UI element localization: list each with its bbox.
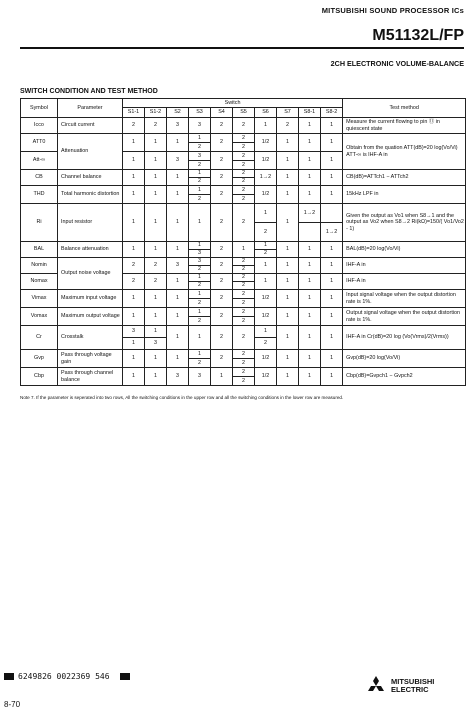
switch-cell bbox=[299, 223, 321, 242]
barcode-mark bbox=[120, 673, 130, 680]
switch-cell: 1 bbox=[123, 242, 145, 258]
col-switch: S2 bbox=[167, 108, 189, 118]
switch-cell: 1 bbox=[123, 186, 145, 204]
col-switch: S8-1 bbox=[299, 108, 321, 118]
switch-cell: 2 bbox=[189, 161, 211, 170]
switch-cell: 1 bbox=[321, 134, 343, 152]
switch-cell: 1 bbox=[277, 242, 299, 258]
col-switch: S1-2 bbox=[145, 108, 167, 118]
switch-cell: 1 bbox=[145, 170, 167, 186]
method-cell: Input signal voltage when the output distortion rate is 1%. bbox=[343, 290, 466, 308]
switch-cell: 2 bbox=[211, 152, 233, 170]
switch-cell: 1/2 bbox=[255, 186, 277, 204]
switch-cell: 1 bbox=[189, 170, 211, 178]
switch-cell: 1 bbox=[145, 152, 167, 170]
switch-cell: 1 bbox=[299, 368, 321, 386]
switch-cell: 1 bbox=[123, 338, 145, 350]
switch-cell: 1 bbox=[145, 308, 167, 326]
switch-cell: 1 bbox=[321, 152, 343, 170]
table-footnote: Note 7. If the parameter is seperated into two rows, All the switching conditions in the upper row and all the switching conditions in the lower row are measured. bbox=[20, 395, 344, 400]
switch-cell: 1 bbox=[277, 274, 299, 290]
switch-cell: 1 bbox=[123, 134, 145, 152]
col-test-method: Test method bbox=[343, 99, 466, 118]
col-switch: S5 bbox=[233, 108, 255, 118]
symbol-cell: Nomin bbox=[21, 258, 58, 274]
switch-cell: 2 bbox=[145, 258, 167, 274]
switch-cell: 3 bbox=[167, 152, 189, 170]
parameter-cell: Attenuation bbox=[58, 134, 123, 170]
switch-cell: 3 bbox=[189, 152, 211, 161]
switch-cell: 1 bbox=[145, 204, 167, 242]
method-cell: BAL(dB)=20 log(Vo/Vi) bbox=[343, 242, 466, 258]
switch-cell: 3 bbox=[189, 258, 211, 266]
method-cell: IHF-A in Cr(dB)=20 log (Vo(Vrms)/2(Vrms)) bbox=[343, 326, 466, 350]
switch-cell: 1 bbox=[189, 290, 211, 299]
parameter-cell: Input resistor bbox=[58, 204, 123, 242]
switch-cell: 1 bbox=[277, 258, 299, 274]
switch-cell: 2 bbox=[233, 152, 255, 161]
switch-cell: 2 bbox=[255, 250, 277, 258]
switch-cell: 2 bbox=[211, 274, 233, 290]
col-switch: S7 bbox=[277, 108, 299, 118]
method-cell: 15kHz LPF in bbox=[343, 186, 466, 204]
switch-cell: 2 bbox=[233, 282, 255, 290]
table-row bbox=[21, 186, 466, 195]
switch-cell: 1 bbox=[321, 170, 343, 186]
switch-cell: 1 bbox=[167, 242, 189, 258]
method-cell: Given the output as Vo1 when S8→1 and the output as Vo2 when S8→2 Ri(kΩ)=150/( Vo1/Vo2 - 1) bbox=[343, 204, 466, 242]
col-switch: S3 bbox=[189, 108, 211, 118]
symbol-cell: Cbp bbox=[21, 368, 58, 386]
switch-cell: 1 bbox=[189, 204, 211, 242]
table-row bbox=[21, 170, 466, 178]
part-number: M51132L/FP bbox=[372, 27, 464, 44]
switch-cell: 2 bbox=[189, 178, 211, 186]
switch-cell: 1 bbox=[123, 350, 145, 368]
symbol-cell: CB bbox=[21, 170, 58, 186]
symbol-cell: Ri bbox=[21, 204, 58, 242]
switch-cell: 2 bbox=[233, 308, 255, 317]
switch-cell: 1 bbox=[277, 308, 299, 326]
col-switch-group: Switch bbox=[123, 99, 343, 108]
switch-cell: 1 bbox=[321, 186, 343, 204]
switch-cell: 1 bbox=[321, 326, 343, 350]
switch-cell: 1 bbox=[167, 204, 189, 242]
symbol-cell: Cr bbox=[21, 326, 58, 350]
switch-cell: 1 bbox=[255, 118, 277, 134]
switch-cell: 1 bbox=[321, 290, 343, 308]
switch-cell: 1 bbox=[189, 242, 211, 250]
method-cell: Output signal voltage when the output distortion rate is 1%. bbox=[343, 308, 466, 326]
symbol-cell: BAL bbox=[21, 242, 58, 258]
switch-cell: 1 bbox=[255, 326, 277, 338]
switch-cell: 1/2 bbox=[255, 350, 277, 368]
switch-cell: 2 bbox=[277, 118, 299, 134]
symbol-cell: Gvp bbox=[21, 350, 58, 368]
switch-cell: 2 bbox=[233, 204, 255, 242]
switch-cell: 1 bbox=[321, 242, 343, 258]
symbol-cell: Vimax bbox=[21, 290, 58, 308]
parameter-cell: Output noise voltage bbox=[58, 258, 123, 290]
switch-cell: 2 bbox=[233, 266, 255, 274]
symbol-cell: Nomax bbox=[21, 274, 58, 290]
switch-cell: 2 bbox=[233, 350, 255, 359]
barcode-mark bbox=[4, 673, 14, 680]
switch-cell: 1 bbox=[189, 186, 211, 195]
switch-cell: 1 bbox=[167, 350, 189, 368]
switch-cell: 1 bbox=[189, 274, 211, 282]
switch-cell: 2 bbox=[145, 274, 167, 290]
table-row bbox=[21, 118, 466, 134]
switch-cell: 1 bbox=[123, 204, 145, 242]
section-title: SWITCH CONDITION AND TEST METHOD bbox=[20, 88, 158, 95]
switch-cell: 2 bbox=[233, 258, 255, 266]
switch-cell: 1 bbox=[189, 350, 211, 359]
switch-cell: 1 bbox=[255, 258, 277, 274]
parameter-cell: Balance attenuation bbox=[58, 242, 123, 258]
switch-cell: 2 bbox=[233, 134, 255, 143]
symbol-cell: Icco bbox=[21, 118, 58, 134]
symbol-cell: ATT0 bbox=[21, 134, 58, 152]
switch-cell: 2 bbox=[189, 143, 211, 152]
switch-cell: 1 bbox=[145, 290, 167, 308]
method-cell: IHF-A in bbox=[343, 258, 466, 274]
table-row bbox=[21, 326, 466, 338]
parameter-cell: Circuit current bbox=[58, 118, 123, 134]
switch-cell: 1 bbox=[123, 152, 145, 170]
switch-cell: 2 bbox=[189, 299, 211, 308]
switch-cell: 1 bbox=[123, 170, 145, 186]
switch-cell: 2 bbox=[233, 170, 255, 178]
switch-cell: 1 bbox=[277, 204, 299, 242]
switch-cell: 1 bbox=[145, 186, 167, 204]
col-switch: S1-1 bbox=[123, 108, 145, 118]
switch-cell: 2 bbox=[255, 338, 277, 350]
switch-cell: 1 bbox=[277, 290, 299, 308]
table-row bbox=[21, 242, 466, 250]
switch-cell: 1 bbox=[189, 308, 211, 317]
method-cell: Cbp(dB)=Gvpch1 − Gvpch2 bbox=[343, 368, 466, 386]
switch-cell: 1 bbox=[167, 274, 189, 290]
switch-cell: 2 bbox=[255, 223, 277, 242]
switch-cell: 1 bbox=[299, 308, 321, 326]
switch-cell: 1/2 bbox=[255, 368, 277, 386]
switch-cell: 1 bbox=[299, 290, 321, 308]
switch-cell: 3 bbox=[189, 368, 211, 386]
switch-cell: 3 bbox=[167, 258, 189, 274]
switch-cell: 2 bbox=[189, 282, 211, 290]
switch-cell: 3 bbox=[167, 118, 189, 134]
switch-cell: 1 bbox=[321, 308, 343, 326]
switch-condition-table bbox=[20, 98, 466, 386]
logo-line2: ELECTRIC bbox=[391, 685, 429, 694]
switch-cell: 2 bbox=[233, 290, 255, 299]
document-subtitle: 2CH ELECTRONIC VOLUME-BALANCE bbox=[330, 59, 464, 68]
switch-cell: 1 bbox=[145, 350, 167, 368]
switch-cell: 2 bbox=[233, 377, 255, 386]
method-cell: Gvp(dB)=20 log(Vo/Vi) bbox=[343, 350, 466, 368]
switch-cell: 1 bbox=[255, 242, 277, 250]
switch-cell: 1 bbox=[233, 242, 255, 258]
switch-cell: 1→2 bbox=[255, 170, 277, 186]
symbol-cell: THD bbox=[21, 186, 58, 204]
barcode-line bbox=[4, 672, 130, 681]
switch-cell: 1 bbox=[255, 274, 277, 290]
switch-cell: 2 bbox=[233, 299, 255, 308]
switch-cell: 1/2 bbox=[255, 308, 277, 326]
three-diamonds-icon bbox=[365, 676, 387, 696]
switch-cell: 2 bbox=[233, 143, 255, 152]
switch-cell: 1 bbox=[167, 326, 189, 350]
table-row bbox=[21, 134, 466, 143]
switch-cell: 2 bbox=[233, 359, 255, 368]
switch-cell: 1 bbox=[299, 134, 321, 152]
switch-cell: 2 bbox=[233, 317, 255, 326]
switch-cell: 1 bbox=[299, 274, 321, 290]
switch-cell: 1 bbox=[167, 308, 189, 326]
table-row bbox=[21, 350, 466, 359]
switch-cell: 2 bbox=[233, 178, 255, 186]
switch-cell: 1 bbox=[277, 152, 299, 170]
parameter-cell: Crosstalk bbox=[58, 326, 123, 350]
parameter-cell: Maximum input voltage bbox=[58, 290, 123, 308]
parameter-cell: Pass through channel balance bbox=[58, 368, 123, 386]
switch-cell: 2 bbox=[233, 326, 255, 350]
switch-cell: 1 bbox=[299, 258, 321, 274]
switch-cell: 1 bbox=[123, 368, 145, 386]
switch-cell: 1 bbox=[299, 152, 321, 170]
company-header: MITSUBISHI SOUND PROCESSOR ICs bbox=[321, 6, 464, 15]
switch-cell: 3 bbox=[189, 250, 211, 258]
switch-cell: 1 bbox=[321, 274, 343, 290]
switch-cell: 2 bbox=[233, 195, 255, 204]
symbol-cell: Vomax bbox=[21, 308, 58, 326]
page-number: 8-70 bbox=[4, 700, 21, 709]
switch-cell: 1 bbox=[277, 368, 299, 386]
col-switch: S6 bbox=[255, 108, 277, 118]
switch-cell: 2 bbox=[189, 266, 211, 274]
switch-cell: 2 bbox=[123, 258, 145, 274]
switch-cell: 1 bbox=[167, 170, 189, 186]
switch-cell: 2 bbox=[189, 359, 211, 368]
switch-cell: 1 bbox=[167, 134, 189, 152]
switch-cell: 1 bbox=[189, 326, 211, 350]
switch-cell: 1 bbox=[211, 368, 233, 386]
switch-cell: 2 bbox=[233, 368, 255, 377]
switch-cell: 2 bbox=[189, 317, 211, 326]
logo-wordmark bbox=[391, 678, 434, 694]
switch-cell: 1 bbox=[299, 242, 321, 258]
switch-cell: 1/2 bbox=[255, 152, 277, 170]
switch-cell: 1 bbox=[145, 326, 167, 338]
switch-cell: 2 bbox=[211, 170, 233, 186]
switch-cell: 2 bbox=[211, 204, 233, 242]
switch-cell: 2 bbox=[123, 118, 145, 134]
switch-cell: 1 bbox=[299, 170, 321, 186]
method-cell: CB(dB)=ATTch1 − ATTch2 bbox=[343, 170, 466, 186]
method-cell: Obtain from the quation ATT(dB)=20 log(Vo/Vi) ATT-∞ is IHF-A in bbox=[343, 134, 466, 170]
table-row bbox=[21, 368, 466, 377]
parameter-cell: Pass through voltage gain bbox=[58, 350, 123, 368]
table-row bbox=[21, 308, 466, 317]
switch-cell bbox=[321, 204, 343, 223]
switch-cell: 2 bbox=[233, 274, 255, 282]
logo-line1: MITSUBISHI bbox=[391, 677, 435, 687]
col-symbol: Symbol bbox=[21, 99, 58, 118]
switch-cell: 2 bbox=[145, 118, 167, 134]
switch-cell: 1 bbox=[123, 308, 145, 326]
switch-cell: 2 bbox=[211, 290, 233, 308]
switch-cell: 1 bbox=[299, 186, 321, 204]
switch-cell: 2 bbox=[211, 242, 233, 258]
switch-cell: 1 bbox=[123, 290, 145, 308]
switch-cell: 1 bbox=[277, 350, 299, 368]
switch-cell: 2 bbox=[211, 258, 233, 274]
switch-cell: 2 bbox=[211, 350, 233, 368]
table-row bbox=[21, 290, 466, 299]
switch-cell: 1 bbox=[299, 326, 321, 350]
switch-cell: 3 bbox=[145, 338, 167, 350]
switch-cell: 1 bbox=[321, 368, 343, 386]
parameter-cell: Total harmonic distortion bbox=[58, 186, 123, 204]
table-row bbox=[21, 204, 466, 223]
switch-cell: 2 bbox=[189, 195, 211, 204]
method-cell: Measure the current flowing to pin ⑪ in quiescent state bbox=[343, 118, 466, 134]
switch-cell: 1 bbox=[277, 186, 299, 204]
switch-cell: 2 bbox=[211, 186, 233, 204]
switch-cell: 3 bbox=[189, 118, 211, 134]
switch-cell: 1 bbox=[299, 350, 321, 368]
switch-cell: 2 bbox=[211, 118, 233, 134]
parameter-cell: Channel balance bbox=[58, 170, 123, 186]
table-header-row bbox=[21, 99, 466, 108]
switch-cell: 2 bbox=[233, 118, 255, 134]
method-cell: IHF-A in bbox=[343, 274, 466, 290]
switch-cell: 3 bbox=[123, 326, 145, 338]
switch-cell: 2 bbox=[233, 186, 255, 195]
switch-cell: 1 bbox=[189, 134, 211, 143]
switch-cell: 2 bbox=[211, 326, 233, 350]
switch-cell: 1 bbox=[277, 134, 299, 152]
col-switch: S8-2 bbox=[321, 108, 343, 118]
table-row bbox=[21, 258, 466, 266]
switch-cell: 1 bbox=[321, 258, 343, 274]
switch-cell: 1 bbox=[321, 118, 343, 134]
switch-cell: 1 bbox=[255, 204, 277, 223]
col-switch: S4 bbox=[211, 108, 233, 118]
switch-cell: 2 bbox=[233, 161, 255, 170]
switch-cell: 1 bbox=[277, 170, 299, 186]
switch-cell: 2 bbox=[211, 134, 233, 152]
switch-cell: 1 bbox=[145, 134, 167, 152]
mitsubishi-logo bbox=[365, 676, 434, 696]
switch-cell: 1 bbox=[321, 350, 343, 368]
switch-cell: 1 bbox=[145, 368, 167, 386]
switch-cell: 1/2 bbox=[255, 290, 277, 308]
switch-cell: 2 bbox=[123, 274, 145, 290]
barcode-text: 6249826 0022369 546 bbox=[18, 672, 110, 681]
switch-cell: 2 bbox=[211, 308, 233, 326]
switch-cell: 1/2 bbox=[255, 134, 277, 152]
header-rule bbox=[20, 47, 464, 49]
switch-cell: 1 bbox=[277, 326, 299, 350]
switch-cell: 1 bbox=[145, 242, 167, 258]
switch-cell: 3 bbox=[167, 368, 189, 386]
switch-cell: 1→2 bbox=[299, 204, 321, 223]
switch-cell: 1 bbox=[167, 186, 189, 204]
symbol-cell: Att-∞ bbox=[21, 152, 58, 170]
switch-cell: 1 bbox=[167, 290, 189, 308]
switch-cell: 1→2 bbox=[321, 223, 343, 242]
switch-cell: 1 bbox=[299, 118, 321, 134]
col-parameter: Parameter bbox=[58, 99, 123, 118]
parameter-cell: Maximum output voltage bbox=[58, 308, 123, 326]
